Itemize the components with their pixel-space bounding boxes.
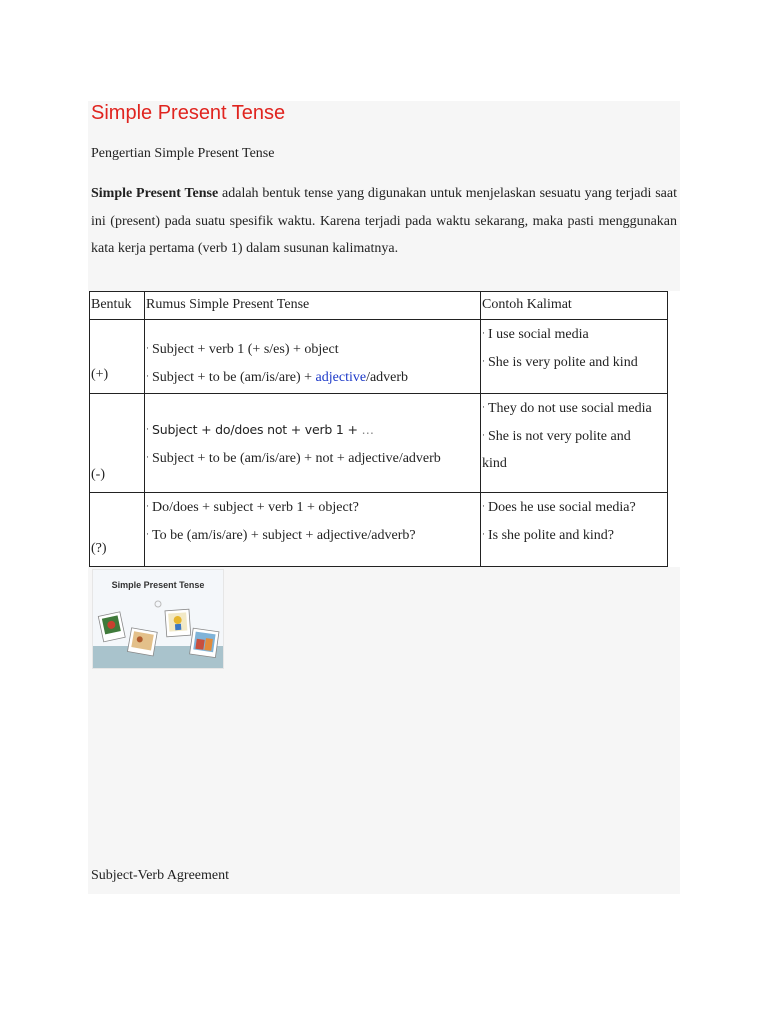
form-symbol: (?) <box>91 540 107 556</box>
formula-line: · Subject + to be (am/is/are) + adjective/adverb <box>146 370 409 385</box>
form-cell <box>90 492 145 566</box>
formula-cell <box>145 319 481 393</box>
table-row <box>90 492 668 566</box>
table-header-row <box>90 292 668 320</box>
header-cell-examples: Contoh Kalimat <box>481 292 668 320</box>
formula-line: · Subject + verb 1 (+ s/es) + object <box>146 341 339 357</box>
form-symbol: (+) <box>91 366 109 382</box>
formula-line: · Subject + do/does not + verb 1 + … <box>146 421 374 437</box>
next-section-heading: Subject-Verb Agreement <box>91 868 230 883</box>
examples-cell <box>481 492 668 566</box>
examples-cell <box>481 393 668 492</box>
example-line: · Is she polite and kind? <box>482 528 614 543</box>
example-line: · Does he use social media? <box>482 499 636 515</box>
example-line: · She is not very polite and <box>482 429 631 444</box>
adjective-link[interactable]: adjective <box>315 370 367 385</box>
definition-paragraph <box>91 180 677 263</box>
formula-cell <box>145 492 481 566</box>
section-subheading: Pengertian Simple Present Tense <box>91 146 275 161</box>
examples-cell <box>481 319 668 393</box>
formula-line: · Subject + to be (am/is/are) + not + adjective/adverb <box>146 451 441 466</box>
tense-table <box>89 291 668 567</box>
page-title: Simple Present Tense <box>91 102 286 124</box>
paragraph-bold-lead: Simple Present Tense <box>91 186 219 201</box>
illustration-image <box>93 570 223 668</box>
header-cell-form: Bentuk <box>90 292 145 320</box>
form-cell <box>90 319 145 393</box>
table-row <box>90 319 668 393</box>
form-symbol: (-) <box>91 466 105 482</box>
header-cell-formula: Rumus Simple Present Tense <box>145 292 481 320</box>
example-line-continued: kind <box>482 455 507 471</box>
example-line: · I use social media <box>482 326 589 342</box>
example-line: · She is very polite and kind <box>482 355 638 370</box>
formula-line: · To be (am/is/are) + subject + adjective/adverb? <box>146 528 416 543</box>
illustration-caption: Simple Present Tense <box>111 580 205 590</box>
formula-cell <box>145 393 481 492</box>
form-cell <box>90 393 145 492</box>
formula-line: · Do/does + subject + verb 1 + object? <box>146 499 359 515</box>
paragraph-text: adalah bentuk tense yang digunakan untuk menjelaskan sesuatu yang terjadi saat ini (present) pada suatu spesifik waktu. Karena terjadi pada waktu sekarang, maka pasti menggunakan kata kerja pertama (verb 1) dalam susunan kalimatnya. <box>91 186 678 256</box>
example-line: · They do not use social media <box>482 400 652 416</box>
table-row <box>90 393 668 492</box>
